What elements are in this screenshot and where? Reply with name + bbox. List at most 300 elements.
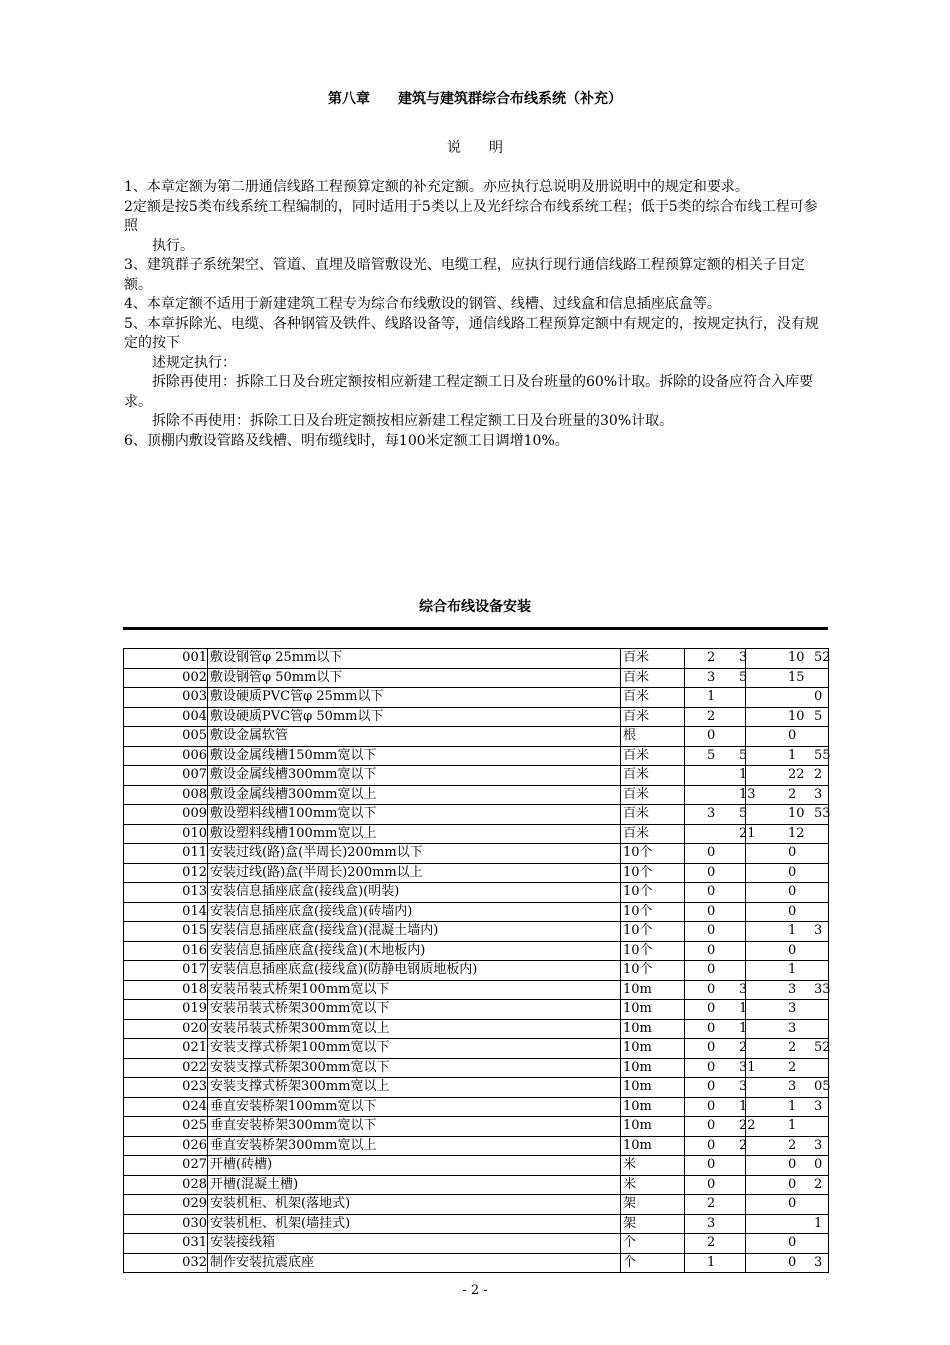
value-3: 0: [788, 1196, 797, 1211]
value-1: 0: [707, 1157, 716, 1172]
row-code: 024: [124, 1097, 208, 1117]
row-values-a: [685, 1019, 746, 1039]
row-values-b: [746, 1097, 829, 1117]
value-3: 3: [788, 981, 797, 997]
row-values-a: [685, 766, 746, 786]
row-values-a: [685, 961, 746, 981]
value-4: 1: [814, 1215, 823, 1231]
row-values-b: [746, 922, 829, 942]
row-values-a: [685, 941, 746, 961]
value-1: 0: [707, 845, 716, 860]
note-5-noreuse: 拆除不再使用：拆除工日及台班定额按相应新建工程定额工日及台班量的30%计取。: [152, 413, 674, 429]
row-unit: 10m: [621, 1117, 685, 1137]
value-1: 0: [707, 1118, 716, 1133]
row-values-b: [746, 961, 829, 981]
note-2-cont: 执行。: [152, 237, 194, 254]
value-3: 1: [788, 1118, 797, 1133]
row-values-a: [685, 1097, 746, 1117]
value-3: 1: [788, 923, 797, 938]
value-3: 1: [788, 962, 797, 977]
row-values-b: [746, 1078, 829, 1098]
row-unit: 10m: [621, 1039, 685, 1059]
row-values-a: [685, 688, 746, 708]
row-unit: 10m: [621, 1000, 685, 1020]
value-3: 0: [788, 1235, 797, 1250]
table-row: [124, 1019, 829, 1039]
table-row: [124, 863, 829, 883]
table-row: [124, 980, 829, 1000]
value-1: 0: [707, 903, 716, 919]
row-code: 018: [124, 980, 208, 1000]
row-unit: 百米: [621, 805, 685, 825]
value-4: 3: [814, 923, 823, 938]
row-name: 安装支撑式桥架100mm宽以下: [208, 1039, 621, 1059]
value-3: 0: [788, 845, 797, 860]
value-4: 05: [814, 1079, 831, 1094]
row-unit: 百米: [621, 668, 685, 688]
row-unit: 10个: [621, 902, 685, 922]
value-1: 2: [707, 650, 716, 665]
row-values-b: [746, 1117, 829, 1137]
value-2: 3: [739, 981, 748, 997]
row-unit: 10个: [621, 941, 685, 961]
table-row: [124, 688, 829, 708]
value-1: 0: [707, 1137, 716, 1153]
row-unit: 10m: [621, 1019, 685, 1039]
row-name: 安装吊装式桥架100mm宽以下: [208, 980, 621, 1000]
row-name: 垂直安装桥架300mm宽以下: [208, 1117, 621, 1137]
row-unit: 百米: [621, 746, 685, 766]
row-code: 028: [124, 1175, 208, 1195]
value-2: 2: [739, 1040, 748, 1055]
value-3: 15: [788, 669, 805, 685]
row-name: 敷设塑料线槽100mm宽以下: [208, 805, 621, 825]
section-title: 综合布线设备安装: [419, 599, 531, 615]
row-code: 022: [124, 1058, 208, 1078]
table-row: [124, 1156, 829, 1176]
row-unit: 10m: [621, 1058, 685, 1078]
table-row: [124, 902, 829, 922]
row-code: 019: [124, 1000, 208, 1020]
row-name: 安装信息插座底盒(接线盒)(混凝土墙内): [208, 922, 621, 942]
value-1: 0: [707, 1001, 716, 1016]
subtitle: 说明: [447, 140, 531, 156]
note-2: 2定额是按5类布线系统工程编制的，同时适用于5类以上及光纤综合布线系统工程；低于5类的综合布线工程可参照: [124, 198, 818, 234]
row-unit: 10m: [621, 1078, 685, 1098]
row-code: 014: [124, 902, 208, 922]
value-1: 0: [707, 1079, 716, 1094]
row-values-b: [746, 688, 829, 708]
value-1: 2: [707, 708, 716, 724]
row-code: 009: [124, 805, 208, 825]
value-3: 0: [788, 942, 797, 958]
value-2: 21: [739, 825, 756, 841]
row-values-a: [685, 1214, 746, 1234]
value-1: 3: [707, 1215, 716, 1231]
table-row: [124, 785, 829, 805]
value-2: 1: [739, 1001, 748, 1016]
value-4: 0: [814, 1157, 823, 1172]
value-1: 0: [707, 1020, 716, 1036]
row-values-a: [685, 727, 746, 747]
row-values-b: [746, 785, 829, 805]
value-1: 0: [707, 1098, 716, 1114]
row-unit: 10m: [621, 1097, 685, 1117]
table-row: [124, 1253, 829, 1273]
row-code: 030: [124, 1214, 208, 1234]
value-3: 3: [788, 1001, 797, 1016]
row-name: 安装支撑式桥架300mm宽以上: [208, 1078, 621, 1098]
row-values-b: [746, 1175, 829, 1195]
value-3: 3: [788, 1079, 797, 1094]
row-name: 敷设金属线槽300mm宽以上: [208, 785, 621, 805]
row-code: 002: [124, 668, 208, 688]
row-code: 015: [124, 922, 208, 942]
row-values-b: [746, 1058, 829, 1078]
row-code: 013: [124, 883, 208, 903]
row-code: 004: [124, 707, 208, 727]
value-3: 3: [788, 1020, 797, 1036]
value-2: 5: [739, 669, 748, 685]
value-4: 5: [814, 708, 823, 724]
row-values-b: [746, 1156, 829, 1176]
value-1: 3: [707, 806, 716, 821]
row-name: 安装信息插座底盒(接线盒)(明装): [208, 883, 621, 903]
value-4: 3: [814, 786, 823, 802]
row-values-b: [746, 805, 829, 825]
value-2: 1: [739, 1020, 748, 1036]
note-5-cont: 述规定执行：: [152, 354, 236, 371]
value-1: 0: [707, 1059, 716, 1075]
row-name: 安装机柜、机架(墙挂式): [208, 1214, 621, 1234]
table-row: [124, 1058, 829, 1078]
row-unit: 百米: [621, 649, 685, 669]
row-values-b: [746, 883, 829, 903]
row-name: 敷设钢管φ 25mm以下: [208, 649, 621, 669]
row-code: 003: [124, 688, 208, 708]
row-code: 007: [124, 766, 208, 786]
table-row: [124, 746, 829, 766]
table-row: [124, 961, 829, 981]
table-row: [124, 1078, 829, 1098]
value-3: 10: [788, 650, 805, 665]
row-values-b: [746, 980, 829, 1000]
value-2: 22: [739, 1118, 756, 1133]
row-unit: 10个: [621, 922, 685, 942]
page-number: - 2 -: [462, 1283, 488, 1298]
value-1: 5: [707, 747, 716, 763]
value-3: 1: [788, 747, 797, 763]
row-name: 开槽(砖槽): [208, 1156, 621, 1176]
row-code: 012: [124, 863, 208, 883]
row-values-a: [685, 668, 746, 688]
value-1: 2: [707, 1235, 716, 1250]
value-4: 3: [814, 1254, 823, 1270]
row-name: 垂直安装桥架100mm宽以下: [208, 1097, 621, 1117]
row-values-a: [685, 1039, 746, 1059]
value-3: 12: [788, 825, 805, 841]
value-3: 22: [788, 767, 805, 782]
table-row: [124, 1039, 829, 1059]
value-1: 0: [707, 942, 716, 958]
row-code: 010: [124, 824, 208, 844]
value-3: 10: [788, 708, 805, 724]
row-code: 001: [124, 649, 208, 669]
row-unit: 10个: [621, 844, 685, 864]
row-values-a: [685, 1078, 746, 1098]
row-unit: 10m: [621, 980, 685, 1000]
row-name: 安装支撑式桥架300mm宽以下: [208, 1058, 621, 1078]
value-1: 3: [707, 669, 716, 685]
value-3: 0: [788, 1254, 797, 1270]
row-values-a: [685, 902, 746, 922]
note-1: 1、本章定额为第二册通信线路工程预算定额的补充定额。亦应执行总说明及册说明中的规定和要求。: [124, 179, 749, 195]
row-code: 005: [124, 727, 208, 747]
chapter-title: 第八章 建筑与建筑群综合布线系统（补充）: [328, 91, 622, 107]
value-3: 2: [788, 1059, 797, 1075]
row-code: 031: [124, 1234, 208, 1254]
table-row: [124, 649, 829, 669]
row-name: 敷设硬质PVC管φ 25mm以下: [208, 688, 621, 708]
note-4: 4、本章定额不适用于新建建筑工程专为综合布线敷设的钢管、线槽、过线盒和信息插座底盒等。: [124, 296, 721, 312]
table-row: [124, 805, 829, 825]
value-1: 0: [707, 981, 716, 997]
value-3: 10: [788, 806, 805, 821]
row-values-a: [685, 883, 746, 903]
row-name: 安装吊装式桥架300mm宽以上: [208, 1019, 621, 1039]
row-unit: 10个: [621, 863, 685, 883]
row-values-b: [746, 707, 829, 727]
value-2: 31: [739, 1059, 756, 1075]
value-4: 52: [814, 1040, 831, 1055]
value-2: 2: [739, 1137, 748, 1153]
row-name: 敷设钢管φ 50mm以下: [208, 668, 621, 688]
row-unit: 百米: [621, 785, 685, 805]
table-row: [124, 1175, 829, 1195]
row-code: 027: [124, 1156, 208, 1176]
note-5-reuse: 拆除再使用：拆除工日及台班定额按相应新建工程定额工日及台班量的60%计取。拆除的设备应符合入库要求。: [124, 374, 814, 410]
row-code: 008: [124, 785, 208, 805]
row-values-a: [685, 922, 746, 942]
row-values-a: [685, 805, 746, 825]
note-5: 5、本章拆除光、电缆、各种钢管及铁件、线路设备等，通信线路工程预算定额中有规定的，按规定执行，没有规定的按下: [124, 315, 819, 351]
value-3: 2: [788, 1137, 797, 1153]
row-values-b: [746, 941, 829, 961]
value-1: 1: [707, 1254, 716, 1270]
row-code: 020: [124, 1019, 208, 1039]
row-code: 006: [124, 746, 208, 766]
row-name: 安装信息插座底盒(接线盒)(砖墙内): [208, 902, 621, 922]
table-row: [124, 922, 829, 942]
row-unit: 米: [621, 1175, 685, 1195]
row-unit: 米: [621, 1156, 685, 1176]
value-4: 55: [814, 747, 831, 763]
row-values-a: [685, 1117, 756, 1137]
row-name: 安装机柜、机架(落地式): [208, 1195, 621, 1215]
row-values-a: [685, 844, 746, 864]
value-4: 2: [814, 1176, 823, 1192]
row-name: 安装接线箱: [208, 1234, 621, 1254]
row-name: 开槽(混凝土槽): [208, 1175, 621, 1195]
row-code: 021: [124, 1039, 208, 1059]
row-values-a: [685, 1000, 746, 1020]
value-1: 0: [707, 1040, 716, 1055]
value-3: 0: [788, 1176, 797, 1192]
value-2: 3: [739, 650, 748, 665]
row-values-b: [746, 1214, 829, 1234]
value-2: 13: [739, 786, 756, 802]
table-row: [124, 844, 829, 864]
row-unit: 10m: [621, 1136, 685, 1156]
row-code: 026: [124, 1136, 208, 1156]
note-6: 6、顶棚内敷设管路及线槽、明布缆线时，每100米定额工日调增10%。: [124, 432, 569, 449]
value-2: 1: [739, 767, 748, 782]
value-2: 1: [739, 1098, 748, 1114]
row-name: 敷设金属软管: [208, 727, 621, 747]
row-values-a: [685, 707, 746, 727]
row-values-b: [746, 1000, 829, 1020]
row-name: 敷设塑料线槽100mm宽以上: [208, 824, 621, 844]
row-values-b: [746, 1234, 829, 1254]
value-1: 0: [707, 923, 716, 938]
value-4: 33: [814, 981, 831, 997]
table-row: [124, 1117, 829, 1137]
row-unit: 个: [621, 1253, 685, 1273]
row-code: 025: [124, 1117, 208, 1137]
row-code: 017: [124, 961, 208, 981]
table-row: [124, 1097, 829, 1117]
value-4: 53: [814, 806, 831, 821]
note-3: 3、建筑群子系统架空、管道、直埋及暗管敷设光、电缆工程，应执行现行通信线路工程预算定额的相关子目定额。: [124, 257, 805, 293]
row-unit: 架: [621, 1195, 685, 1215]
value-3: 0: [788, 864, 797, 880]
quota-table: [123, 648, 829, 1273]
value-3: 2: [788, 1040, 797, 1055]
row-unit: 百米: [621, 766, 685, 786]
row-code: 023: [124, 1078, 208, 1098]
value-1: 0: [707, 728, 716, 743]
table-row: [124, 1136, 829, 1156]
row-values-b: [746, 902, 829, 922]
value-1: 2: [707, 1196, 716, 1211]
value-3: 2: [788, 786, 797, 802]
row-values-a: [685, 746, 746, 766]
row-code: 016: [124, 941, 208, 961]
row-name: 安装过线(路)盒(半周长)200mm以上: [208, 863, 621, 883]
row-unit: 10个: [621, 883, 685, 903]
table-row: [124, 1195, 829, 1215]
value-2: 5: [739, 747, 748, 763]
value-3: 0: [788, 728, 797, 743]
table-row: [124, 766, 829, 786]
row-unit: 个: [621, 1234, 685, 1254]
value-1: 0: [707, 864, 716, 880]
row-name: 安装信息插座底盒(接线盒)(防静电钢质地板内): [208, 961, 621, 981]
table-row: [124, 941, 829, 961]
row-values-b: [746, 863, 829, 883]
value-2: 5: [739, 806, 748, 821]
row-values-b: [746, 1195, 829, 1215]
table-row: [124, 824, 829, 844]
row-name: 安装信息插座底盒(接线盒)(木地板内): [208, 941, 621, 961]
value-4: 0: [814, 689, 823, 704]
row-code: 011: [124, 844, 208, 864]
value-4: 52: [814, 650, 831, 665]
value-4: 3: [814, 1098, 823, 1114]
row-name: 敷设金属线槽300mm宽以下: [208, 766, 621, 786]
row-values-b: [746, 1253, 829, 1273]
row-values-b: [746, 668, 829, 688]
value-3: 0: [788, 903, 797, 919]
value-2: 3: [739, 1079, 748, 1094]
row-name: 敷设金属线槽150mm宽以下: [208, 746, 621, 766]
row-code: 029: [124, 1195, 208, 1215]
value-1: 0: [707, 1176, 716, 1192]
row-values-a: [685, 649, 746, 669]
table-row: [124, 1214, 829, 1234]
value-1: 1: [707, 689, 716, 704]
value-1: 0: [707, 884, 716, 899]
value-3: 1: [788, 1098, 797, 1114]
row-values-a: [685, 1175, 746, 1195]
table-row: [124, 668, 829, 688]
row-name: 安装过线(路)盒(半周长)200mm以下: [208, 844, 621, 864]
row-values-b: [746, 1136, 829, 1156]
row-values-b: [746, 1019, 829, 1039]
row-name: 制作安装抗震底座: [208, 1253, 621, 1273]
value-3: 0: [788, 1157, 797, 1172]
row-unit: 根: [621, 727, 685, 747]
value-3: 0: [788, 884, 797, 899]
row-unit: 百米: [621, 824, 685, 844]
row-values-b: [746, 649, 829, 669]
row-values-b: [746, 766, 829, 786]
row-values-a: [685, 824, 756, 844]
row-values-b: [746, 746, 829, 766]
row-values-a: [685, 1136, 746, 1156]
row-values-a: [685, 1195, 746, 1215]
row-unit: 架: [621, 1214, 685, 1234]
row-name: 敷设硬质PVC管φ 50mm以下: [208, 707, 621, 727]
table-row: [124, 727, 829, 747]
row-values-b: [746, 824, 829, 844]
value-1: 0: [707, 962, 716, 977]
row-values-a: [685, 1058, 756, 1078]
divider: [123, 627, 828, 630]
row-values-a: [685, 1156, 746, 1176]
row-values-a: [685, 1253, 746, 1273]
row-unit: 百米: [621, 688, 685, 708]
table-row: [124, 707, 829, 727]
row-values-b: [746, 844, 829, 864]
row-unit: 10个: [621, 961, 685, 981]
value-4: 2: [814, 767, 823, 782]
row-name: 垂直安装桥架300mm宽以上: [208, 1136, 621, 1156]
row-values-a: [685, 863, 746, 883]
table-row: [124, 1000, 829, 1020]
table-row: [124, 883, 829, 903]
row-values-a: [685, 785, 756, 805]
row-values-b: [746, 727, 829, 747]
row-name: 安装吊装式桥架300mm宽以下: [208, 1000, 621, 1020]
row-values-a: [685, 980, 746, 1000]
row-code: 032: [124, 1253, 208, 1273]
notes: [124, 178, 824, 451]
value-4: 3: [814, 1137, 823, 1153]
row-values-b: [746, 1039, 829, 1059]
table-row: [124, 1234, 829, 1254]
row-values-a: [685, 1234, 746, 1254]
